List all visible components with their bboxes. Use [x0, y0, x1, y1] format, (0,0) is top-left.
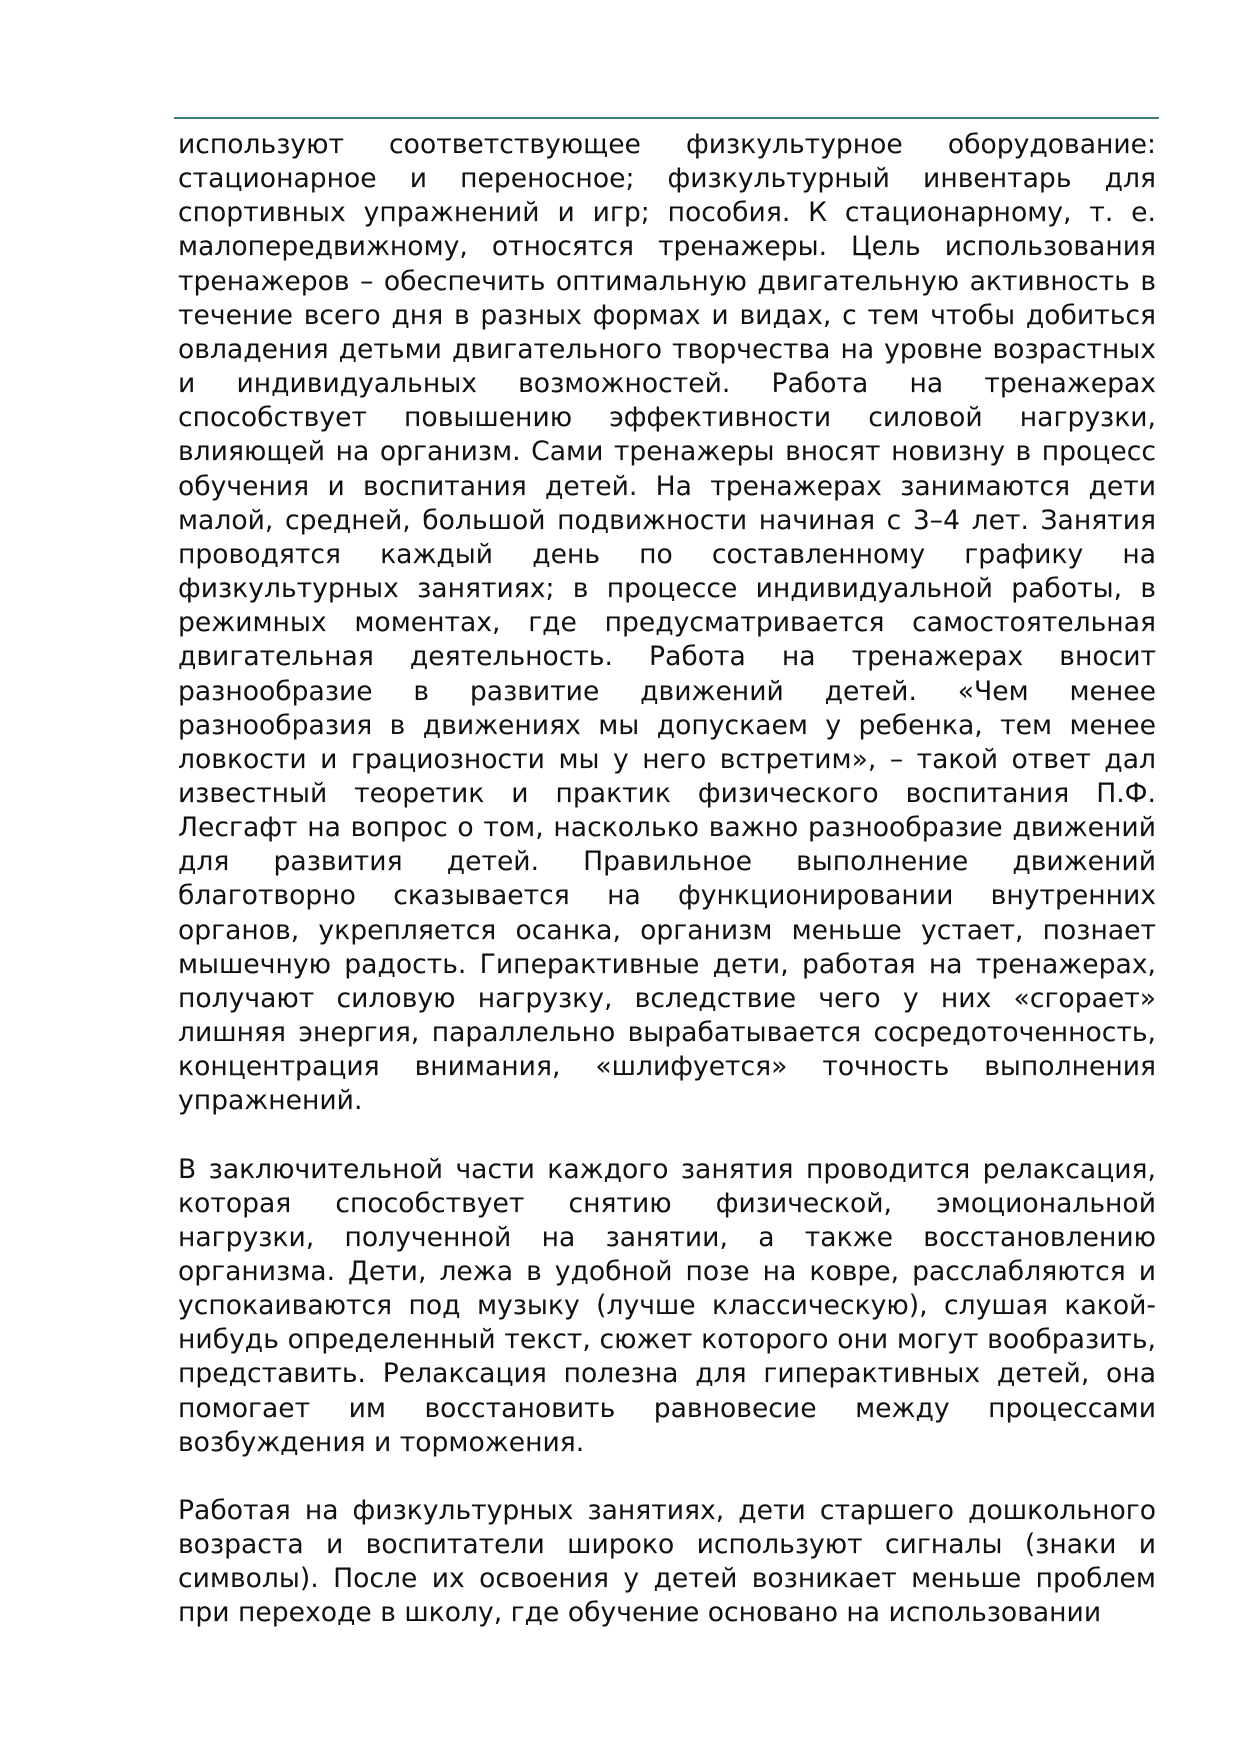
page-body [178, 128, 1156, 1631]
paragraph-relaxation: В заключительной части каждого занятия проводится релаксация, которая способствует снятию физической, эмоциональной нагрузки, полученной на занятии, а также восстановлению организма. Дети, лежа в удобной позе на ковре, расслабляются и успокаиваются под музыку (лучше классическую), слушая какой-нибудь определенный текст, сюжет которого они могут вообразить, представить. Релаксация полезна для гиперактивных детей, она помогает им восстановить равновесие между процессами возбуждения и торможения. [178, 1153, 1156, 1458]
paragraph-trainers: используют соответствующее физкультурное оборудование: стационарное и переносное; физкультурный инвентарь для спортивных упражнений и игр; пособия. К стационарному, т. е. малопередвижному, относятся тренажеры. Цель использования тренажеров – обеспечить оптимальную двигательную активность в течение всего дня в разных формах и видах, с тем чтобы добиться овладения детьми двигательного творчества на уровне возрастных и индивидуальных возможностей. Работа на тренажерах способствует повышению эффективности силовой нагрузки, влияющей на организм. Сами тренажеры вносят новизну в процесс обучения и воспитания детей. На тренажерах занимаются дети малой, средней, большой подвижности начиная с 3–4 лет. Занятия проводятся каждый день по составленному графику на физкультурных занятиях; в процессе индивидуальной работы, в режимных моментах, где предусматривается самостоятельная двигательная деятельность. Работа на тренажерах вносит разнообразие в развитие движений детей. «Чем менее разнообразия в движениях мы допускаем у ребенка, тем менее ловкости и грациозности мы у него встретим», – такой ответ дал известный теоретик и практик физического воспитания П.Ф. Лесгафт на вопрос о том, насколько важно разнообразие движений для развития детей. Правильное выполнение движений благотворно сказывается на функционировании внутренних органов, укрепляется осанка, организм меньше устает, познает мышечную радость. Гиперактивные дети, работая на тренажерах, получают силовую нагрузку, вследствие чего у них «сгорает» лишняя энергия, параллельно вырабатывается сосредоточенность, концентрация внимания, «шлифуется» точность выполнения упражнений. [178, 129, 1156, 1117]
header-rule [174, 117, 1159, 119]
paragraph-signals: Работая на физкультурных занятиях, дети старшего дошкольного возраста и воспитатели широко используют сигналы (знаки и символы). После их освоения у детей возникает меньше проблем при переходе в школу, где обучение основано на использовании [178, 1494, 1156, 1629]
